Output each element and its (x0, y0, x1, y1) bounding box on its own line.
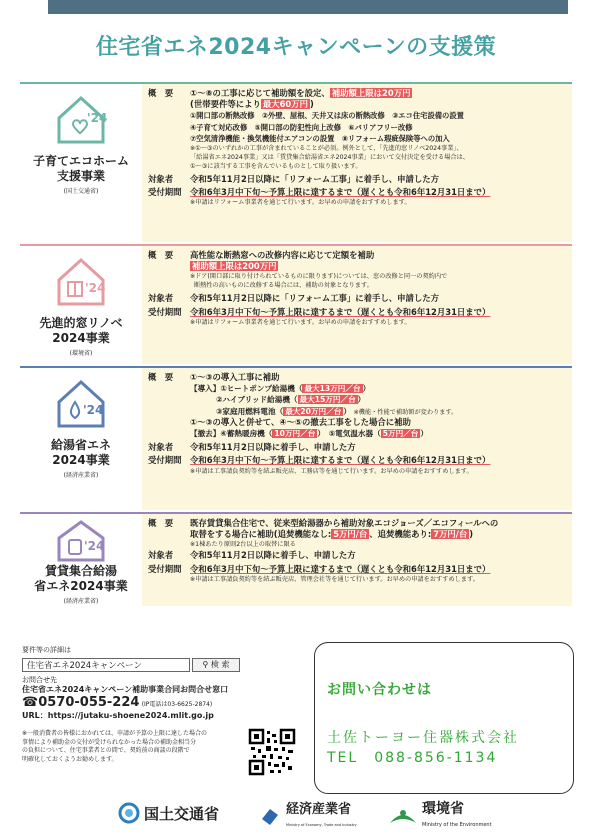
label-gaiyou: 概 要 (148, 250, 174, 260)
taishou-text: 令和5年11月2日以降に着手し、申請した方 (190, 550, 356, 561)
subsidy-cap-badge: 補助額上限は20万円 (331, 88, 411, 98)
max-subsidy-badge: 最大60万円 (262, 99, 308, 110)
removal-text: ①～③の導入と併せて、④～⑤の撤去工事をした場合に補助 (190, 416, 411, 427)
section-left (20, 246, 142, 364)
phone-number: ☎0570-055-224 (22, 694, 140, 710)
consumer-note: ※一般消費者の皆様におかれては、申請が予算の上限に達した場合の 事情により補助金の交付が受けられなかった場合の補助金相当分 の負担について、住宅事業者との間で、契約前の商談の段階で 明確化しておくようお勧めします。 (22, 730, 208, 763)
taishou-text: 令和5年11月2日以降に「リフォーム工事」に着手し、申請した方 (190, 174, 440, 185)
notes: ※1棟あたり原則2台以上の取替に限る (190, 541, 296, 549)
section-name: 子育てエコホーム 支援事業 (32, 154, 129, 183)
section-ministry: (国土交通省) (63, 188, 99, 195)
house-heart-icon (51, 90, 111, 150)
uketsuke-note: ※申請はリフォーム事業者を通じて行います。お早めの申請をおすすめします。 (190, 318, 411, 326)
section-name: 賃貸集合給湯 省エネ2024事業 (34, 564, 128, 593)
label-gaiyou: 概 要 (148, 88, 174, 98)
ministry-logos (0, 796, 592, 839)
svg-text:'24: '24 (87, 111, 108, 125)
label-taishou: 対象者 (148, 550, 174, 561)
gaiyou-text: ①～③の導入工事に補助 (190, 372, 280, 382)
label-uketsuke: 受付期間 (148, 187, 182, 198)
contact-name: 住宅省エネ2024キャンペーン補助事業合同お問合せ窓口 (22, 685, 229, 694)
section-details (142, 246, 572, 364)
search-input[interactable]: 住宅省エネ2024キャンペーン (22, 658, 190, 672)
label-gaiyou: 概 要 (148, 372, 174, 382)
section-left (20, 514, 142, 606)
env-emblem-icon (388, 805, 418, 829)
gaiyou-text: ①～⑧の工事に応じて補助額を設定、 補助額上限は20万円 (世帯要件等により 最大60万円 ) (190, 88, 411, 110)
taishou-text: 令和5年11月2日以降に「リフォーム工事」に着手し、申請した方 (190, 293, 440, 304)
label-taishou: 対象者 (148, 442, 174, 453)
work-items: ①開口部の断熱改修 ②外壁、屋根、天井又は床の断熱改修 ③エコ住宅設備の設置 ④子育て対応改修 ⑤開口部の防犯性向上改修 ⑥バリアフリー改修 ⑦空気清浄機能・換気機能付エアコンの設置 ⑧リフォーム瑕疵保険等への加入 (190, 111, 464, 143)
removal-items: 【撤去】④蓄熱暖房機（ 10万円／台 ） ⑤電気温水器（ 5万円／台 ） (190, 429, 428, 439)
house-boiler-icon (51, 518, 111, 562)
section-left (20, 84, 142, 242)
mlit-emblem-icon (118, 802, 140, 824)
label-uketsuke: 受付期間 (148, 455, 182, 466)
contact-title: お問い合わせは (327, 682, 432, 698)
phone-ip: (IP電話は03-6625-2874) (141, 700, 213, 708)
section-chintai (20, 512, 572, 606)
label-taishou: 対象者 (148, 293, 174, 304)
search-icon: ⚲ (202, 659, 209, 669)
uketsuke-note: ※申請は工事請負契約等を結ぶ販売店、工務店等を通じて行います。お早めの申請をおすすめします。 (190, 467, 473, 475)
website-url[interactable]: URL：https://jutaku-shoene2024.mlit.go.jp (22, 710, 214, 720)
details-label: 要件等の詳細は (22, 646, 71, 654)
house-water-drop-icon (51, 374, 111, 434)
section-details (142, 368, 572, 510)
install-items: 【導入】①ヒートポンプ給湯機（ 最大13万円／台 ） ②ハイブリッド給湯機（ 最大15万円／台 ） ③家庭用燃料電池（ 最大20万円／台 ） ※機能・性能で補助額が変わります。 (190, 384, 458, 416)
section-details (142, 84, 572, 242)
company-name: 土佐トーヨー住器株式会社 (327, 730, 519, 746)
env-logo: 環境省 Ministry of the Environment (388, 802, 492, 831)
uketsuke-text: 令和6年3月中下旬～予算上限に達するまで（遅くとも令和6年12月31日まで） (190, 563, 491, 574)
label-taishou: 対象者 (148, 174, 174, 185)
section-ministry: (経済産業省) (63, 598, 99, 605)
section-mado-renove (20, 244, 572, 364)
company-contact-box (314, 642, 574, 794)
uketsuke-note: ※申請はリフォーム事業者を通じて行います。お早めの申請をおすすめします。 (190, 199, 411, 207)
search-box (22, 658, 304, 672)
notes: ※①～③のいずれかの工事が含まれていることが必須。例外として、「先進的窓リノベ2024事業」、 「給湯省エネ2024事業」又は「賃貸集合給湯省エネ2024事業」において交付決定を受ける場合は、 ①～③に該当する工事を含んでいるものとして取り扱います。 (190, 145, 469, 171)
subsidy-cap-badge: 補助額上限は200万円 (192, 261, 277, 272)
label-uketsuke: 受付期間 (148, 306, 182, 317)
company-phone: TEL 088-856-1134 (327, 750, 498, 766)
meti-logo: 経済産業省 Ministry of Economy, Trade and Industry (258, 802, 357, 831)
section-details (142, 514, 572, 606)
mlit-logo: 国土交通省 (118, 802, 219, 824)
section-ministry: (経済産業省) (63, 472, 99, 479)
label-gaiyou: 概 要 (148, 518, 174, 528)
house-window-icon (51, 252, 111, 312)
section-ministry: (環境省) (69, 350, 93, 357)
qr-code[interactable] (248, 728, 296, 776)
meti-emblem-icon (258, 805, 282, 829)
section-left (20, 368, 142, 510)
uketsuke-text: 令和6年3月中下旬～予算上限に達するまで（遅くとも令和6年12月31日まで） (190, 306, 491, 317)
top-bar (48, 0, 568, 14)
uketsuke-text: 令和6年3月中下旬～予算上限に達するまで（遅くとも令和6年12月31日まで） (190, 455, 491, 466)
section-name: 給湯省エネ 2024事業 (50, 438, 111, 467)
notes: ※ドア(開口部に取り付けられているものに限ります)については、窓の改修と同一の契約内で 断熱性の高いものに改修する場合には、補助の対象となります。 (190, 273, 448, 290)
page-title: 住宅省エネ2024キャンペーンの支援策 (95, 35, 497, 60)
svg-text:'24: '24 (85, 281, 106, 295)
search-button[interactable]: ⚲ 検 索 (192, 658, 240, 672)
section-kyuto (20, 366, 572, 510)
gaiyou-text: 既存賃貸集合住宅で、従来型給湯器から補助対象エコジョーズ／エコフィールへの 取替をする場合に補助(追焚機能なし: 5万円/台 、追焚機能あり: 7万円/台 ) (190, 518, 499, 540)
gaiyou-text: 高性能な断熱窓への改修内容に応じて定額を補助 補助額上限は200万円 (190, 250, 375, 272)
label-uketsuke: 受付期間 (148, 563, 182, 574)
taishou-text: 令和5年11月2日以降に着手し、申請した方 (190, 442, 356, 453)
uketsuke-text: 令和6年3月中下旬～予算上限に達するまで（遅くとも令和6年12月31日まで） (190, 187, 491, 198)
svg-text:'24: '24 (83, 403, 104, 417)
svg-text:'24: '24 (84, 539, 105, 553)
contact-label: お問合せ先 (22, 675, 57, 684)
uketsuke-note: ※申請は工事請負契約等を結ぶ販売店、管理会社等を通じて行います。お早めの申請をおすすめします。 (190, 575, 479, 583)
section-kosodate (20, 82, 572, 242)
section-name: 先進的窓リノベ 2024事業 (39, 316, 123, 345)
